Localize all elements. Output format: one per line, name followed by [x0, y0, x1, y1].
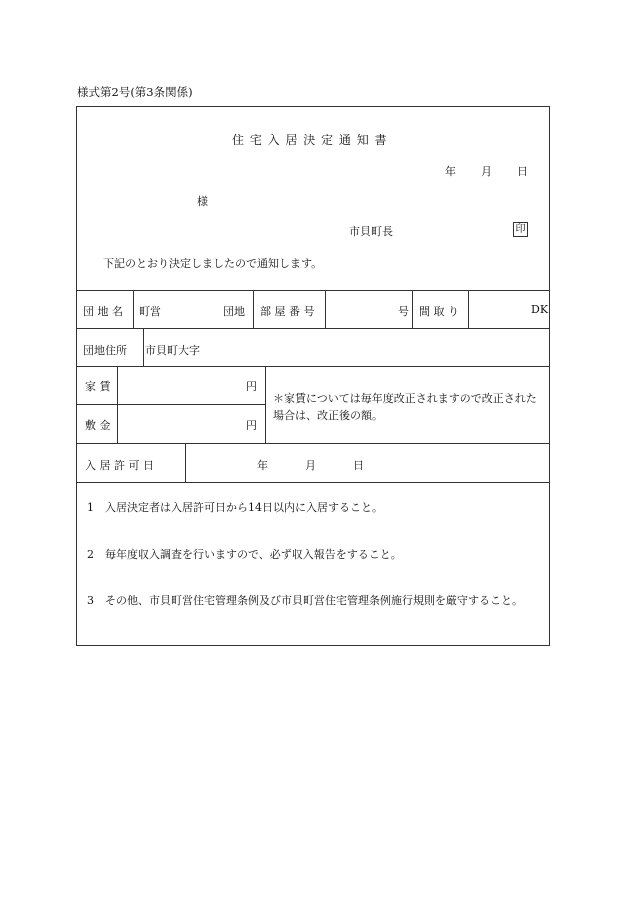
layout-label: 間 取 り [419, 305, 459, 318]
estate-prefix: 町営 [139, 305, 161, 318]
rent-note: ＊家賃については毎年度改正されますので改正された場合は、改正後の額。 [273, 392, 537, 422]
addressee-suffix: 様 [197, 195, 208, 208]
notes-item-3: 3 その他、市貝町営住宅管理条例及び市貝町営住宅管理条例施行規則を厳守すること。 [87, 594, 523, 607]
form-title: 住 宅 入 居 決 定 通 知 書 [232, 133, 388, 147]
layout-suffix: DK [531, 303, 549, 316]
estate-name-label: 団 地 名 [83, 305, 123, 318]
room-number-suffix: 号 [398, 305, 409, 318]
permit-date-label: 入 居 許 可 日 [85, 459, 154, 472]
notice-form [76, 106, 550, 646]
estate-suffix: 団地 [223, 305, 245, 318]
issuer-name: 市貝町長 [349, 225, 393, 238]
notes-item-1: 1 入居決定者は入居許可日から14日以内に入居すること。 [87, 501, 383, 514]
deposit-unit: 円 [246, 419, 257, 432]
form-number-label: 様式第2号(第3条関係) [77, 85, 193, 99]
address-value: 市貝町大字 [145, 344, 200, 357]
deposit-label: 敷 金 [85, 419, 111, 432]
intro-text: 下記のとおり決定しましたので通知します。 [103, 257, 323, 270]
notes-item-2: 2 毎年度収入調査を行いますので、必ず収入報告をすること。 [87, 548, 402, 561]
seal-mark: 印 [513, 222, 528, 237]
date-year-label: 年 [445, 165, 456, 178]
rent-label: 家 賃 [85, 380, 111, 393]
rent-unit: 円 [246, 380, 257, 393]
address-label: 団地住所 [83, 344, 127, 357]
permit-month-label: 月 [305, 459, 316, 472]
room-number-label: 部 屋 番 号 [260, 305, 315, 318]
date-month-label: 月 [481, 165, 492, 178]
permit-year-label: 年 [257, 459, 268, 472]
date-day-label: 日 [517, 165, 528, 178]
permit-day-label: 日 [353, 459, 364, 472]
